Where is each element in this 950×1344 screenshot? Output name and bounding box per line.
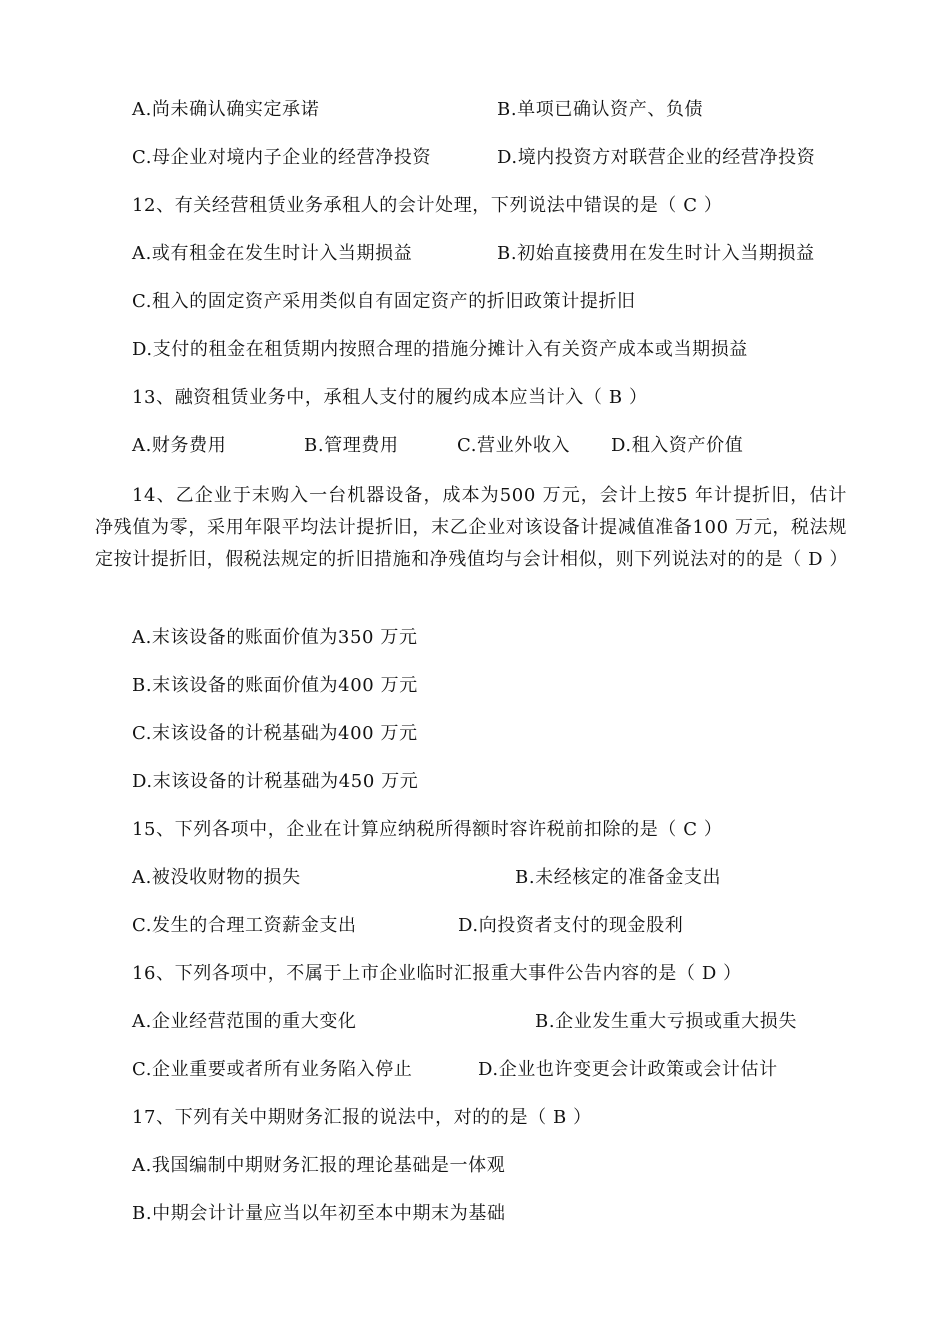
q11-option-d: D.境内投资方对联营企业的经营净投资 bbox=[497, 147, 816, 168]
q14-option-d: D.末该设备的计税基础为450 万元 bbox=[132, 771, 419, 792]
q17-option-a: A.我国编制中期财务汇报的理论基础是一体观 bbox=[132, 1155, 506, 1176]
q11-option-b: B.单项已确认资产、负债 bbox=[497, 99, 704, 120]
q11-option-c: C.母企业对境内子企业的经营净投资 bbox=[132, 147, 432, 168]
q16-option-b: B.企业发生重大亏损或重大损失 bbox=[535, 1011, 797, 1032]
q16-option-a: A.企业经营范围的重大变化 bbox=[132, 1011, 357, 1032]
q12-option-d: D.支付的租金在租赁期内按照合理的措施分摊计入有关资产成本或当期损益 bbox=[132, 339, 748, 360]
q16-option-c: C.企业重要或者所有业务陷入停止 bbox=[132, 1059, 413, 1080]
q13-stem: 13、融资租赁业务中，承租人支付的履约成本应当计入（ B ） bbox=[132, 387, 648, 408]
q14-option-b: B.末该设备的账面价值为400 万元 bbox=[132, 675, 418, 696]
q17-stem: 17、下列有关中期财务汇报的说法中，对的的是（ B ） bbox=[132, 1107, 592, 1128]
q15-option-b: B.未经核定的准备金支出 bbox=[515, 867, 722, 888]
q16-stem: 16、下列各项中，不属于上市企业临时汇报重大事件公告内容的是（ D ） bbox=[132, 963, 742, 984]
q17-option-b: B.中期会计计量应当以年初至本中期末为基础 bbox=[132, 1203, 506, 1224]
q12-stem: 12、有关经营租赁业务承租人的会计处理，下列说法中错误的是（ C ） bbox=[132, 195, 723, 216]
q13-option-a: A.财务费用 bbox=[132, 435, 227, 456]
q13-option-b: B.管理费用 bbox=[304, 435, 399, 456]
q12-option-a: A.或有租金在发生时计入当期损益 bbox=[132, 243, 413, 264]
q15-stem: 15、下列各项中，企业在计算应纳税所得额时容许税前扣除的是（ C ） bbox=[132, 819, 723, 840]
q14-stem: 14、乙企业于末购入一台机器设备，成本为500 万元，会计上按5 年计提折旧，估计净残值为零，采用年限平均法计提折旧，末乙企业对该设备计提减值准备100 万元，税法规定按计提折旧，假税法规定的折旧措施和净残值均与会计相似，则下列说法对的的是（ D ） bbox=[95, 485, 849, 570]
q15-option-d: D.向投资者支付的现金股利 bbox=[458, 915, 684, 936]
q15-option-a: A.被没收财物的损失 bbox=[132, 867, 301, 888]
q13-option-c: C.营业外收入 bbox=[457, 435, 571, 456]
q12-option-c: C.租入的固定资产采用类似自有固定资产的折旧政策计提折旧 bbox=[132, 291, 636, 312]
q12-option-b: B.初始直接费用在发生时计入当期损益 bbox=[497, 243, 815, 264]
q15-option-c: C.发生的合理工资薪金支出 bbox=[132, 915, 357, 936]
q14-option-a: A.末该设备的账面价值为350 万元 bbox=[132, 627, 418, 648]
q13-option-d: D.租入资产价值 bbox=[611, 435, 744, 456]
q11-option-a: A.尚未确认确实定承诺 bbox=[132, 99, 320, 120]
q16-option-d: D.企业也许变更会计政策或会计估计 bbox=[478, 1059, 778, 1080]
q14-option-c: C.末该设备的计税基础为400 万元 bbox=[132, 723, 418, 744]
